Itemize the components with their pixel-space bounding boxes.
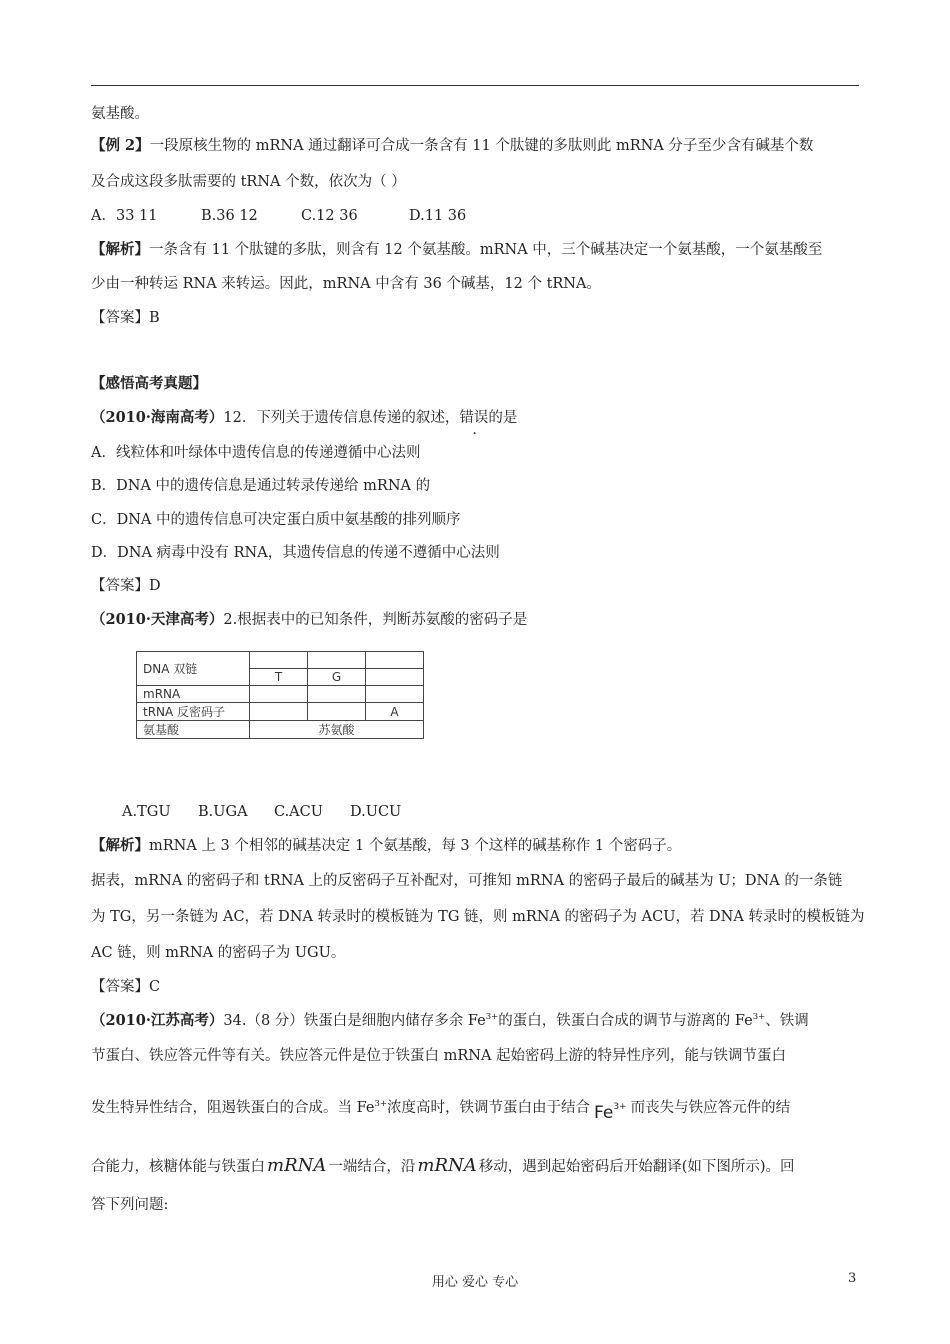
analysis-2: [91, 836, 681, 856]
question-text: 2.根据表中的已知条件，判断苏氨酸的密码子是: [223, 612, 528, 628]
table-cell: 氨基酸: [137, 721, 250, 739]
table-cell: [250, 686, 308, 703]
fe-ion-formula: [594, 1103, 627, 1123]
codon-table: [136, 651, 424, 739]
table-cell: [366, 686, 424, 703]
section-heading: 【感悟高考真题】: [91, 375, 207, 392]
option-c: C．DNA 中的遗传信息可决定蛋白质中氨基酸的排列顺序: [91, 512, 461, 528]
question-source: （2010·天津高考）: [91, 611, 224, 628]
table-cell: tRNA 反密码子: [137, 703, 250, 721]
question-text: 34.（8 分）铁蛋白是细胞内储存多余 Fe: [223, 1013, 486, 1029]
page-number: 3: [848, 1271, 857, 1286]
table-cell: [250, 703, 308, 721]
question-2: [91, 610, 527, 630]
question-text: 移动，遇到起始密码后开始翻译(如下图所示)。回: [478, 1159, 795, 1175]
table-cell: [366, 652, 424, 669]
answer-2: 【答案】D: [91, 578, 161, 594]
option-a: A．33 11: [91, 208, 158, 224]
analysis-tag: 【解析】: [91, 837, 149, 854]
table-cell: DNA 双链: [137, 652, 250, 686]
option-c: C.12 36: [301, 208, 358, 224]
question-12: [91, 408, 517, 428]
question-text: 发生特异性结合，阻遏铁蛋白的合成。当 Fe: [91, 1100, 375, 1116]
option-b: B.UGA: [198, 804, 248, 820]
text-line: 节蛋白、铁应答元件等有关。铁应答元件是位于铁蛋白 mRNA 起始密码上游的特异性序列，能与铁调节蛋白: [91, 1048, 787, 1064]
mrna-formula: mRNA: [267, 1155, 327, 1176]
table-cell: [308, 703, 366, 721]
option-a: A.TGU: [122, 804, 171, 820]
question-34: [91, 1011, 809, 1031]
superscript: 3+: [752, 1012, 766, 1022]
option-d: D.11 36: [409, 208, 467, 224]
text-line: 氨基酸。: [91, 106, 149, 122]
table-cell: [366, 669, 424, 686]
fe-symbol: Fe: [594, 1103, 614, 1123]
table-cell: T: [250, 669, 308, 686]
text-line: 及合成这段多肽需要的 tRNA 个数，依次为（ ）: [91, 174, 406, 190]
answer-3: 【答案】C: [91, 979, 161, 995]
text-line: 据表，mRNA 的密码子和 tRNA 上的反密码子互补配对，可推知 mRNA 的密码子最后的碱基为 U；DNA 的一条链: [91, 873, 843, 889]
table-cell: mRNA: [137, 686, 250, 703]
table-cell: 苏氨酸: [250, 721, 424, 739]
table-cell: G: [308, 669, 366, 686]
header-rule: [91, 85, 859, 86]
example-text: 一段原核生物的 mRNA 通过翻译可合成一条含有 11 个肽键的多肽则此 mRNA 分子至少含有碱基个数: [149, 138, 814, 154]
table-cell: A: [366, 703, 424, 721]
question-text: 12．下列关于遗传信息传递的叙述，: [223, 410, 460, 426]
analysis-tag: 【解析】: [91, 241, 149, 258]
question-source: （2010·江苏高考）: [91, 1012, 224, 1029]
example-2-question: [91, 136, 813, 156]
analysis-1: [91, 240, 822, 260]
table-cell: [250, 652, 308, 669]
page-footer: 用心 爱心 专心: [431, 1275, 519, 1290]
analysis-text: 一条含有 11 个肽键的多肽，则含有 12 个氨基酸。mRNA 中，三个碱基决定一个氨基酸，一个氨基酸至: [149, 242, 823, 258]
example-2-options: [91, 206, 466, 226]
question-text: 浓度高时，铁调节蛋白由于结合: [387, 1100, 590, 1116]
question-source: （2010·海南高考）: [91, 409, 224, 426]
text-line: [91, 1097, 791, 1123]
table-cell: [308, 686, 366, 703]
question-2-options: [122, 802, 401, 822]
text-line: 为 TG，另一条链为 AC，若 DNA 转录时的模板链为 TG 链，则 mRNA 的密码子为 ACU，若 DNA 转录时的模板链为: [91, 909, 865, 925]
example-tag: 【例 2】: [91, 137, 150, 154]
option-b: B．DNA 中的遗传信息是通过转录传递给 mRNA 的: [91, 478, 431, 494]
text-line: 答下列问题:: [91, 1197, 169, 1213]
superscript: 3+: [613, 1102, 627, 1112]
emphasis-text: 错误: [459, 410, 489, 426]
option-b: B.36 12: [201, 208, 258, 224]
superscript: 3+: [374, 1099, 387, 1109]
table-cell: [308, 652, 366, 669]
option-d: D.UCU: [350, 804, 402, 820]
mrna-formula: mRNA: [417, 1155, 477, 1176]
option-d: D．DNA 病毒中没有 RNA，其遗传信息的传递不遵循中心法则: [91, 545, 500, 561]
question-text: 、铁调: [765, 1013, 809, 1029]
question-text: 而丧失与铁应答元件的结: [630, 1100, 791, 1116]
text-line: [91, 1156, 795, 1177]
question-text: 一端结合，沿: [328, 1159, 416, 1175]
question-text: 的蛋白，铁蛋白合成的调节与游离的 Fe: [498, 1013, 753, 1029]
superscript: 3+: [485, 1012, 499, 1022]
question-text: 合能力，核糖体能与铁蛋白: [91, 1159, 265, 1175]
option-a: A．线粒体和叶绿体中遗传信息的传递遵循中心法则: [91, 445, 421, 461]
analysis-text: mRNA 上 3 个相邻的碱基决定 1 个氨基酸，每 3 个这样的碱基称作 1 个密码子。: [149, 838, 682, 854]
option-c: C.ACU: [274, 804, 323, 820]
question-text-end: 的是: [488, 410, 518, 426]
answer-1: 【答案】B: [91, 310, 160, 326]
text-line: 少由一种转运 RNA 来转运。因此，mRNA 中含有 36 个碱基，12 个 tRNA。: [91, 276, 601, 292]
text-line: AC 链，则 mRNA 的密码子为 UGU。: [91, 945, 346, 961]
